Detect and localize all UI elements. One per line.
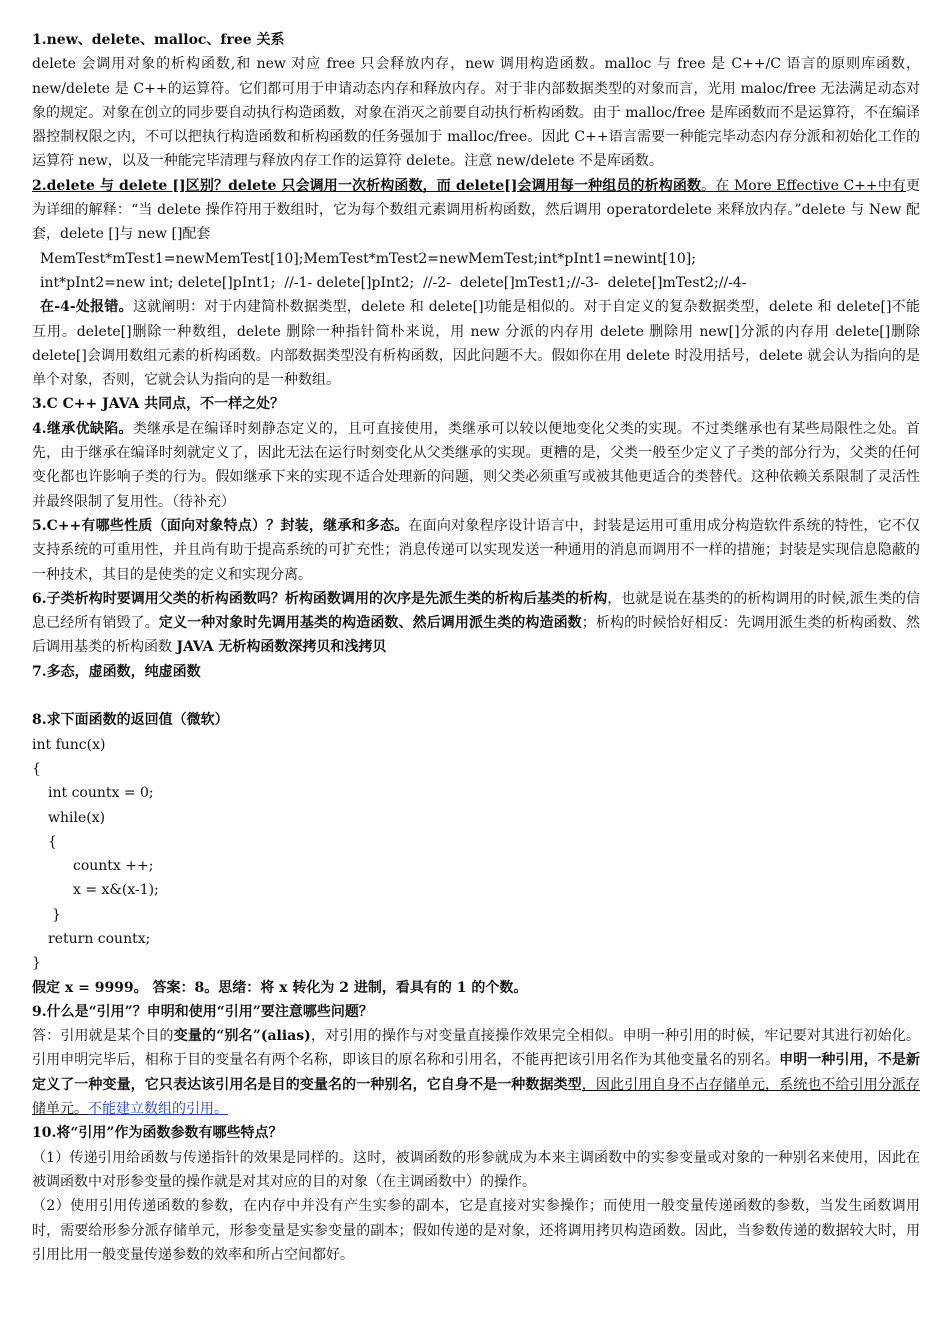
section-6 (32, 587, 920, 660)
java-note: JAVA 无析构函数深拷贝和浅拷贝 (176, 639, 387, 656)
paragraph-6b: ；析构的时候恰好相反：先调用派生类的析构函数、然后调用基类的析构函数 (32, 615, 921, 656)
heading-7: 7.多态，虚函数，纯虚函数 (32, 663, 201, 680)
heading-2: 2.delete 与 delete []区别？delete 只会调用一次析构函数，而 delete[]会调用每一种组员的析构函数 (32, 177, 702, 194)
heading-3: 3.C C++ JAVA 共同点，不一样之处？ (32, 396, 285, 413)
paragraph-2b (32, 295, 920, 392)
heading-5: 5.C++有哪些性质（面向对象特点）？封装，继承和多态。 (32, 517, 409, 534)
paragraph-2: 更为详细的解释：“当 delete 操作符用于数组时，它为每个数组元素调用析构函数，然后调用 operatordelete 来释放内存。”delete 与 New 配套，delete []与 new []配套 (32, 177, 920, 243)
code-open-brace: { (32, 760, 41, 777)
blank-line (32, 684, 920, 708)
code-while-close: } (52, 906, 61, 923)
paragraph-9 (32, 1024, 920, 1121)
code-while-open: { (48, 833, 57, 850)
document-page (32, 28, 920, 1267)
alias-term: 变量的“别名”(alias) (173, 1028, 311, 1045)
error-note: 在-4-处报错。 (40, 299, 133, 316)
paragraph-10-1: （1）传递引用给函数与传递指针的效果是同样的。这时，被调函数的形参就成为本来主调函数中的实参变量或对象的一种别名来使用，因此在被调函数中对形参变量的操作就是对其对应的目的对象（在主调函数中）的操作。 (32, 1149, 920, 1190)
heading-4: 4.继承优缺陷。 (32, 420, 133, 437)
paragraph-6a: ，也就是说在基类的的析构调用的时候,派生类的信息已经所有销毁了。 (32, 590, 920, 632)
code-while: while(x) (48, 809, 106, 826)
section-5 (32, 514, 920, 587)
heading-1: 1.new、delete、malloc、free 关系 (32, 32, 285, 48)
code-assign: x = x&(x-1); (73, 882, 159, 899)
section-2 (32, 174, 920, 247)
constructor-order: 定义一种对象时先调用基类的构造函数、然后调用派生类的构造函数 (158, 615, 582, 632)
paragraph-10-2: （2）使用引用传递函数的参数，在内存中并没有产生实参的副本，它是直接对实参操作；而使用一般变量传递函数的参数，当发生函数调用时，需要给形参分派存储单元，形参变量是实参变量的副本；假如传递的是对象，还将调用拷贝构造函数。因此，当参数传递的数据较大时，用引用比用一般变量传递参数的效率和所占空间都好。 (32, 1198, 920, 1263)
storage-note: ，因此引用自身不占存储单元，系统也不给引用分派存储单元。 (32, 1076, 921, 1118)
array-reference-link[interactable]: 不能建立数组的引用。 (88, 1101, 228, 1118)
answer-8: 假定 x = 9999。 答案：8。思绪：将 x 转化为 2 进制，看具有的 1 的个数。 (32, 979, 528, 996)
reference-definition: 申明一种引用，不是新定义了一种变量，它只表达该引用名是目的变量名的一种别名，它自身不是一种数据类型 (32, 1052, 921, 1093)
code-return: return countx; (48, 930, 151, 947)
code-func-signature: int func(x) (32, 736, 106, 753)
code-close-brace: } (32, 955, 41, 972)
heading-8: 8.求下面函数的返回值（微软） (32, 712, 229, 729)
code-line-1: MemTest*mTest1=newMemTest[10];MemTest*mTest2=newMemTest;int*pInt1=newint[10]; (40, 250, 696, 267)
paragraph-1: delete 会调用对象的析构函数,和 new 对应 free 只会释放内存，new 调用构造函数。malloc 与 free 是 C++/C 语言的原则库函数，new/delete 是 C++的运算符。它们都可用于申请动态内存和释放内存。对于非内部数据类型的对象而言，光用 maloc/free 无法满足动态对象的规定。对象在创立的同步要自动执行构造函数，对象在消灭之前要自动执行析构函数。由于 malloc/free 是库函数而不是运算符，不在编译器控制权限之内，不可以把执行构造函数和析构函数的任务强加于 malloc/free。因此 C++语言需要一种能完毕动态内存分派和初始化工作的运算符 new，以及一种能完毕清理与释放内存工作的运算符 delete。注意 new/delete 不是库函数。 (32, 56, 920, 170)
heading-2-underlined-rest: 。在 More Effective C++中有 (701, 177, 906, 194)
code-decl: int countx = 0; (48, 785, 154, 802)
code-line-2: int*pInt2=new int; delete[]pInt1; //-1- delete[]pInt2; //-2- delete[]mTest1;//-3- delete[]mTest2;//-4- (40, 274, 747, 291)
heading-9: 9.什么是“引用”？申明和使用“引用”要注意哪些问题？ (32, 1003, 373, 1020)
paragraph-4: 类继承是在编译时刻静态定义的，且可直接使用，类继承可以较以便地变化父类的实现。不过类继承也有某些局限性之处。首先，由于继承在编译时刻就定义了，因此无法在运行时刻变化从父类继承的实现。更糟的是，父类一般至少定义了子类的部分行为，父类的任何变化都也许影响子类的行为。假如继承下来的实现不适合处理新的问题，则父类必须重写或被其他更适合的类替代。这种依赖关系限制了灵活性并最终限制了复用性。（待补充） (32, 420, 920, 510)
paragraph-9-lead: 答：引用就是某个目的 (32, 1028, 174, 1045)
paragraph-5: 在面向对象程序设计语言中，封装是运用可重用成分构造软件系统的特性，它不仅支持系统的可重用性，并且尚有助于提高系统的可扩充性；消息传递可以实现发送一种通用的消息而调用不一样的措施；封装是实现信息隐蔽的一种技术，其目的是使类的定义和实现分离。 (32, 517, 921, 583)
code-increment: countx ++; (73, 858, 154, 875)
paragraph-2b-text: 这就阐明：对于内建简朴数据类型，delete 和 delete[]功能是相似的。对于自定义的复杂数据类型，delete 和 delete[]不能互用。delete[]删除一种数组，delete 删除一种指针简朴来说，用 new 分派的内存用 delete 删除用 new[]分派的内存用 delete[]删除 delete[]会调用数组元素的析构函数。内部数据类型没有析构函数，因此问题不大。假如你在用 delete 时没用括号，delete 就会认为指向的是单个对象，否则，它就会认为指向的是一种数组。 (32, 299, 920, 389)
heading-6: 6.子类析构时要调用父类的析构函数吗？析构函数调用的次序是先派生类的析构后基类的析构 (32, 590, 608, 607)
heading-10: 10.将“引用”作为函数参数有哪些特点？ (32, 1125, 283, 1142)
section-4 (32, 417, 920, 514)
paragraph-9-body: ，对引用的操作与对变量直接操作效果完全相似。申明一种引用的时候，牢记要对其进行初始化。引用申明完毕后，相称于目的变量名有两个名称，即该目的原名称和引用名，不能再把该引用名作为其他变量名的别名。 (32, 1028, 921, 1069)
